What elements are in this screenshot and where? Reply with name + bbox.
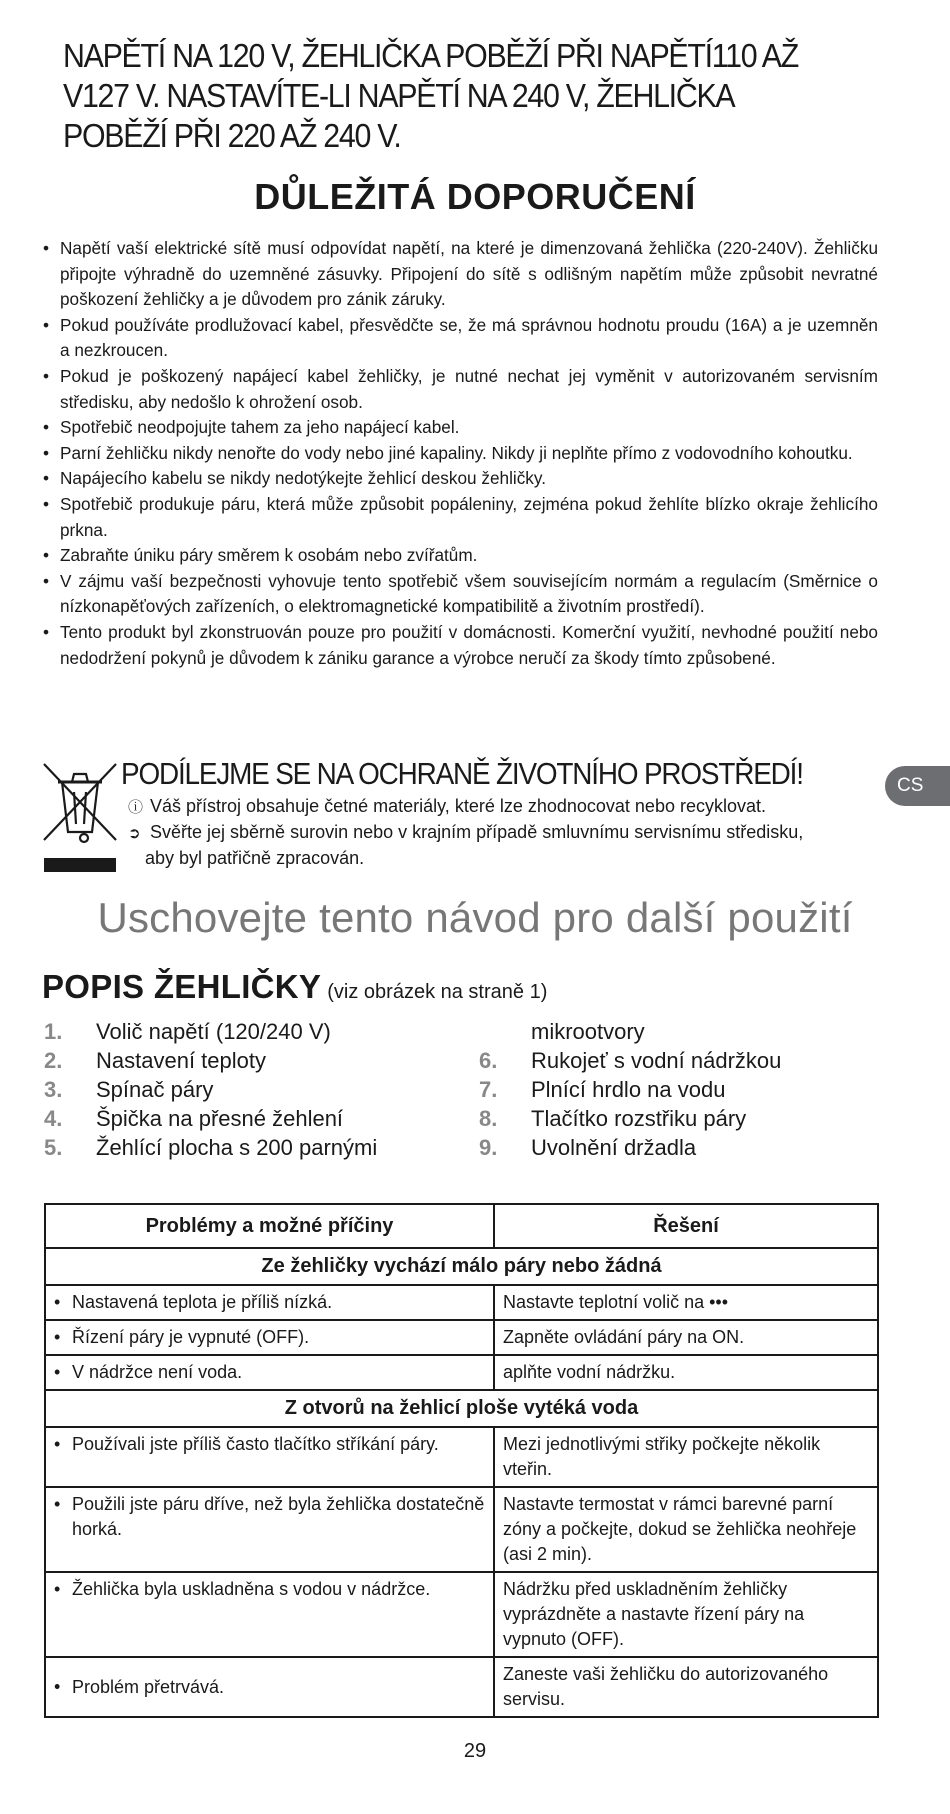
section-title: Ze žehličky vychází málo páry nebo žádná	[45, 1248, 878, 1285]
table-header-row	[45, 1204, 878, 1248]
table-row	[45, 1320, 878, 1355]
list-item	[44, 1075, 444, 1104]
item-number: 4.	[44, 1106, 63, 1131]
solution-cell: Nastavte teplotní volič na •••	[494, 1285, 878, 1320]
cause-cell: • Používali jste příliš často tlačítko stříkání páry.	[45, 1427, 494, 1487]
list-item: • Napětí vaší elektrické sítě musí odpovídat napětí, na které je dimenzovaná žehlička (220-240V). Žehličku připojte výhradně do uzemněné zásuvky. Připojení do sítě s odlišným napětím může způsobit nevratné poškození žehličky a je důvodem pro zánik záruky.	[40, 236, 878, 313]
section-title: Z otvorů na žehlicí ploše vytéká voda	[45, 1390, 878, 1427]
recommendations-list	[40, 236, 878, 671]
environment-dispose-line	[128, 820, 803, 846]
list-item: • Parní žehličku nikdy nenořte do vody nebo jiné kapaliny. Nikdy ji neplňte přímo z vodovodního kohoutku.	[40, 441, 878, 467]
list-item: • Spotřebič neodpojujte tahem za jeho napájecí kabel.	[40, 415, 878, 441]
item-text: Rukojeť s vodní nádržkou	[531, 1048, 782, 1073]
parts-list-left	[44, 1017, 444, 1162]
list-item: • Tento produkt byl zkonstruován pouze pro použití v domácnosti. Komerční využití, nevhodné použití nebo nedodržení pokynů je důvodem k zániku garance a výrobce neručí za škody tímto způsobené.	[40, 620, 878, 671]
list-item: • Pokud používáte prodlužovací kabel, přesvědčte se, že má správnou hodnotu proudu (16A) a je uzemněn a nezkroucen.	[40, 313, 878, 364]
info-icon: ⓘ	[128, 799, 144, 816]
table-row	[45, 1487, 878, 1572]
list-item	[479, 1017, 899, 1046]
item-number: 6.	[479, 1048, 498, 1073]
list-item	[44, 1017, 444, 1046]
item-text: Uvolnění držadla	[531, 1135, 697, 1160]
list-item	[479, 1133, 899, 1162]
item-number: 3.	[44, 1077, 63, 1102]
important-recommendations-title: DŮLEŽITÁ DOPORUČENÍ	[254, 176, 696, 217]
list-item: • Spotřebič produkuje páru, která může způsobit popáleniny, zejména pokud žehlíte blízko okraje žehlicího prkna.	[40, 492, 878, 543]
solution-cell: aplňte vodní nádržku.	[494, 1355, 878, 1390]
environment-recycle-line	[128, 794, 766, 820]
list-item	[44, 1104, 444, 1133]
list-item	[44, 1046, 444, 1075]
description-heading	[42, 968, 547, 1006]
cause-cell: • Žehlička byla uskladněna s vodou v nádržce.	[45, 1572, 494, 1657]
description-title: POPIS ŽEHLIČKY	[42, 968, 322, 1005]
table-row	[45, 1285, 878, 1320]
list-item	[479, 1075, 899, 1104]
header-solution: Řešení	[494, 1204, 878, 1248]
item-text: mikrootvory	[531, 1019, 645, 1044]
list-item	[479, 1046, 899, 1075]
solution-cell: Zaneste vaši žehličku do autorizovaného servisu.	[494, 1657, 878, 1717]
keep-manual-notice: Uschovejte tento návod pro další použití	[97, 894, 853, 941]
list-item: • Pokud je poškozený napájecí kabel žehličky, je nutné nechat jej vyměnit v autorizovaném servisním středisku, aby nedošlo k ohrožení osob.	[40, 364, 878, 415]
cause-cell: • Problém přetrvává.	[45, 1657, 494, 1717]
item-number: 8.	[479, 1106, 498, 1131]
solution-cell: Nádržku před uskladněním žehličky vyprázdněte a nastavte řízení páry na vypnuto (OFF).	[494, 1572, 878, 1657]
item-text: Nastavení teploty	[96, 1048, 266, 1073]
list-item: • Zabraňte úniku páry směrem k osobám nebo zvířatům.	[40, 543, 878, 569]
table-row	[45, 1572, 878, 1657]
item-text: Volič napětí (120/240 V)	[96, 1019, 331, 1044]
troubleshooting-table	[44, 1203, 879, 1718]
table-row	[45, 1427, 878, 1487]
item-text: Tlačítko rozstřiku páry	[531, 1106, 747, 1131]
cause-cell: • V nádržce není voda.	[45, 1355, 494, 1390]
table-section-row	[45, 1248, 878, 1285]
table-row	[45, 1355, 878, 1390]
item-number: 1.	[44, 1019, 63, 1044]
solution-cell: Nastavte termostat v rámci barevné parní zóny a počkejte, dokud se žehlička neohřeje (asi 2 min).	[494, 1487, 878, 1572]
environment-line-text: Váš přístroj obsahuje četné materiály, které lze zhodnocovat nebo recyklovat.	[150, 796, 766, 816]
voltage-note: NAPĚTÍ NA 120 V, ŽEHLIČKA POBĚŽÍ PŘI NAPĚTÍ110 AŽ V127 V. NASTAVÍTE-LI NAPĚTÍ NA 240 V, ŽEHLIČKA POBĚŽÍ PŘI 220 AŽ 240 V.	[63, 37, 799, 154]
item-number: 5.	[44, 1135, 63, 1160]
item-text: Spínač páry	[96, 1077, 214, 1102]
list-item: • Napájecího kabelu se nikdy nedotýkejte žehlicí deskou žehličky.	[40, 466, 878, 492]
crossed-bin-icon	[40, 760, 120, 880]
cause-cell: • Použili jste páru dříve, než byla žehlička dostatečně horká.	[45, 1487, 494, 1572]
list-item	[44, 1133, 444, 1162]
table-section-row	[45, 1390, 878, 1427]
environment-title: PODÍLEJME SE NA OCHRANĚ ŽIVOTNÍHO PROSTŘEDÍ!	[121, 756, 803, 791]
parts-list-right	[479, 1017, 899, 1162]
environment-line-text: Svěřte jej sběrně surovin nebo v krajním případě smluvnímu servisnímu středisku,	[150, 822, 804, 842]
environment-line-continuation: aby byl patřičně zpracován.	[145, 848, 365, 868]
table-row	[45, 1657, 878, 1717]
item-number: 2.	[44, 1048, 63, 1073]
language-tab: CS	[885, 766, 950, 806]
item-text: Plnící hrdlo na vodu	[531, 1077, 726, 1102]
cause-cell: • Řízení páry je vypnuté (OFF).	[45, 1320, 494, 1355]
item-number: 7.	[479, 1077, 498, 1102]
list-item	[479, 1104, 899, 1133]
header-cause: Problémy a možné příčiny	[45, 1204, 494, 1248]
description-subtitle: (viz obrázek na straně 1)	[327, 981, 548, 1003]
solution-cell: Mezi jednotlivými střiky počkejte několik vteřin.	[494, 1427, 878, 1487]
item-text: Špička na přesné žehlení	[96, 1106, 344, 1131]
item-number: 9.	[479, 1135, 498, 1160]
arrow-icon: ➲	[128, 825, 141, 842]
item-text: Žehlící plocha s 200 parnými	[96, 1135, 378, 1160]
cause-cell: • Nastavená teplota je příliš nízká.	[45, 1285, 494, 1320]
solution-cell: Zapněte ovládání páry na ON.	[494, 1320, 878, 1355]
page-number: 29	[463, 1740, 487, 1762]
list-item: • V zájmu vaší bezpečnosti vyhovuje tento spotřebič všem souvisejícím normám a regulacím (Směrnice o nízkonapěťových zařízeních, o elektromagnetické kompatibilitě a životním prostředí).	[40, 569, 878, 620]
